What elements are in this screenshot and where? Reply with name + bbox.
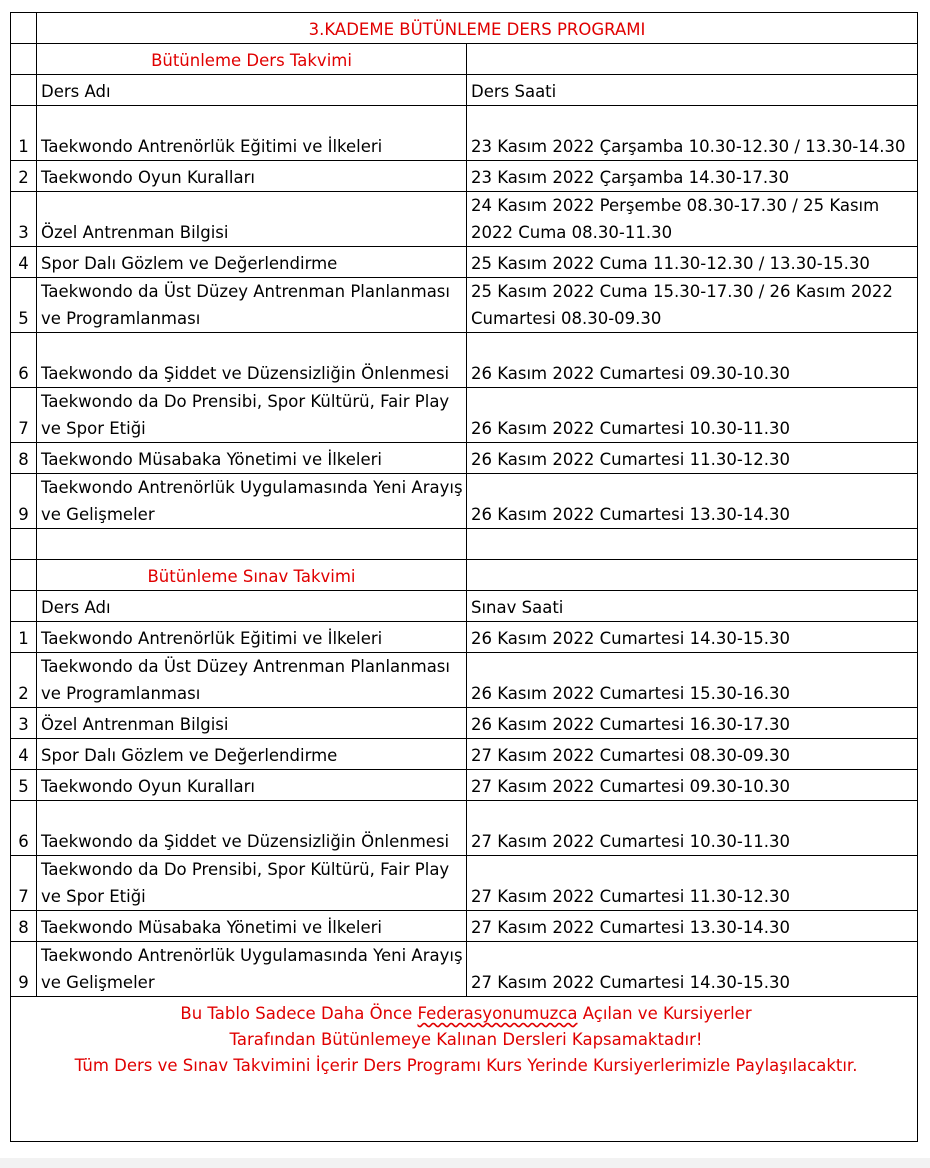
course-name: Taekwondo Antrenörlük Eğitimi ve İlkeleri <box>37 106 467 161</box>
ders-header-row <box>11 75 918 106</box>
course-time: 23 Kasım 2022 Çarşamba 14.30-17.30 <box>467 161 918 192</box>
sinav-header-row <box>11 591 918 622</box>
footer-note <box>11 997 918 1142</box>
course-name: Taekwondo Antrenörlük Eğitimi ve İlkeleri <box>37 622 467 653</box>
course-name: Taekwondo da Üst Düzey Antrenman Planlanması ve Programlanması <box>37 653 467 708</box>
col-header-name: Ders Adı <box>37 75 467 106</box>
sinav-section-heading: Bütünleme Sınav Takvimi <box>37 560 467 591</box>
footer-line-1-pre: Bu Tablo Sadece Daha Önce <box>180 1004 418 1023</box>
course-name: Taekwondo da Do Prensibi, Spor Kültürü, Fair Play ve Spor Etiği <box>37 856 467 911</box>
course-time: 26 Kasım 2022 Cumartesi 14.30-15.30 <box>467 622 918 653</box>
course-time: 27 Kasım 2022 Cumartesi 10.30-11.30 <box>467 801 918 856</box>
course-time: 27 Kasım 2022 Cumartesi 14.30-15.30 <box>467 942 918 997</box>
course-name: Taekwondo Oyun Kuralları <box>37 161 467 192</box>
course-name: Taekwondo Müsabaka Yönetimi ve İlkeleri <box>37 443 467 474</box>
table-row <box>11 653 918 708</box>
course-name: Taekwondo da Do Prensibi, Spor Kültürü, Fair Play ve Spor Etiği <box>37 388 467 443</box>
row-number: 4 <box>11 739 37 770</box>
table-row <box>11 708 918 739</box>
row-number: 3 <box>11 192 37 247</box>
course-name: Özel Antrenman Bilgisi <box>37 708 467 739</box>
row-number: 8 <box>11 443 37 474</box>
table-row <box>11 247 918 278</box>
course-time: 27 Kasım 2022 Cumartesi 13.30-14.30 <box>467 911 918 942</box>
ders-heading-row <box>11 44 918 75</box>
schedule-table <box>10 12 918 1142</box>
row-number: 5 <box>11 278 37 333</box>
table-row <box>11 106 918 161</box>
course-name: Özel Antrenman Bilgisi <box>37 192 467 247</box>
course-time: 27 Kasım 2022 Cumartesi 08.30-09.30 <box>467 739 918 770</box>
page-bottom-strip <box>0 1158 930 1168</box>
table-row <box>11 622 918 653</box>
table-row <box>11 443 918 474</box>
table-row <box>11 388 918 443</box>
course-time: 26 Kasım 2022 Cumartesi 16.30-17.30 <box>467 708 918 739</box>
footer-line-1 <box>15 1001 917 1027</box>
course-time: 26 Kasım 2022 Cumartesi 10.30-11.30 <box>467 388 918 443</box>
blank-cell <box>11 13 37 44</box>
row-number: 7 <box>11 856 37 911</box>
row-number: 4 <box>11 247 37 278</box>
footer-line-1-post: Açılan ve Kursiyerler <box>577 1004 752 1023</box>
row-number: 9 <box>11 474 37 529</box>
table-row <box>11 474 918 529</box>
course-time: 23 Kasım 2022 Çarşamba 10.30-12.30 / 13.30-14.30 <box>467 106 918 161</box>
course-name: Taekwondo Oyun Kuralları <box>37 770 467 801</box>
row-number: 6 <box>11 801 37 856</box>
course-time: 24 Kasım 2022 Perşembe 08.30-17.30 / 25 Kasım 2022 Cuma 08.30-11.30 <box>467 192 918 247</box>
course-time: 26 Kasım 2022 Cumartesi 15.30-16.30 <box>467 653 918 708</box>
row-number: 2 <box>11 653 37 708</box>
course-name: Spor Dalı Gözlem ve Değerlendirme <box>37 739 467 770</box>
blank-cell <box>467 529 918 560</box>
row-number: 5 <box>11 770 37 801</box>
spellcheck-flagged-word: Federasyonumuzca <box>417 1004 578 1023</box>
course-name: Taekwondo Antrenörlük Uygulamasında Yeni Arayış ve Gelişmeler <box>37 474 467 529</box>
course-time: 27 Kasım 2022 Cumartesi 11.30-12.30 <box>467 856 918 911</box>
row-number: 1 <box>11 622 37 653</box>
blank-cell <box>11 44 37 75</box>
footer-row <box>11 997 918 1142</box>
title-row <box>11 13 918 44</box>
row-number: 1 <box>11 106 37 161</box>
course-time: 26 Kasım 2022 Cumartesi 09.30-10.30 <box>467 333 918 388</box>
blank-cell <box>11 560 37 591</box>
table-row <box>11 333 918 388</box>
row-number: 2 <box>11 161 37 192</box>
row-number: 7 <box>11 388 37 443</box>
footer-line-2: Tarafından Bütünlemeye Kalınan Dersleri Kapsamaktadır! <box>229 1030 703 1049</box>
table-row <box>11 192 918 247</box>
footer-line-3: Tüm Ders ve Sınav Takvimini İçerir Ders Programı Kurs Yerinde Kursiyerlerimizle Paylaşılacaktır. <box>74 1056 858 1075</box>
course-time: 25 Kasım 2022 Cuma 15.30-17.30 / 26 Kasım 2022 Cumartesi 08.30-09.30 <box>467 278 918 333</box>
table-row <box>11 801 918 856</box>
blank-cell <box>11 591 37 622</box>
sinav-heading-row <box>11 560 918 591</box>
course-name: Spor Dalı Gözlem ve Değerlendirme <box>37 247 467 278</box>
course-time: 26 Kasım 2022 Cumartesi 13.30-14.30 <box>467 474 918 529</box>
blank-cell <box>467 44 918 75</box>
row-number: 9 <box>11 942 37 997</box>
col-header-time: Sınav Saati <box>467 591 918 622</box>
table-row <box>11 278 918 333</box>
table-row <box>11 942 918 997</box>
blank-cell <box>467 560 918 591</box>
course-time: 26 Kasım 2022 Cumartesi 11.30-12.30 <box>467 443 918 474</box>
course-time: 25 Kasım 2022 Cuma 11.30-12.30 / 13.30-15.30 <box>467 247 918 278</box>
course-name: Taekwondo da Şiddet ve Düzensizliğin Önlenmesi <box>37 333 467 388</box>
col-header-time: Ders Saati <box>467 75 918 106</box>
course-name: Taekwondo da Şiddet ve Düzensizliğin Önlenmesi <box>37 801 467 856</box>
program-sheet <box>10 12 917 1147</box>
table-row <box>11 911 918 942</box>
spacer-row <box>11 529 918 560</box>
table-row <box>11 770 918 801</box>
table-row <box>11 739 918 770</box>
ders-section-heading: Bütünleme Ders Takvimi <box>37 44 467 75</box>
course-name: Taekwondo Antrenörlük Uygulamasında Yeni Arayış ve Gelişmeler <box>37 942 467 997</box>
table-row <box>11 161 918 192</box>
blank-cell <box>11 529 37 560</box>
blank-cell <box>11 75 37 106</box>
row-number: 3 <box>11 708 37 739</box>
row-number: 8 <box>11 911 37 942</box>
blank-cell <box>37 529 467 560</box>
course-time: 27 Kasım 2022 Cumartesi 09.30-10.30 <box>467 770 918 801</box>
schedule-body <box>11 13 918 1142</box>
course-name: Taekwondo Müsabaka Yönetimi ve İlkeleri <box>37 911 467 942</box>
table-row <box>11 856 918 911</box>
row-number: 6 <box>11 333 37 388</box>
col-header-name: Ders Adı <box>37 591 467 622</box>
page-title: 3.KADEME BÜTÜNLEME DERS PROGRAMI <box>37 13 918 44</box>
course-name: Taekwondo da Üst Düzey Antrenman Planlanması ve Programlanması <box>37 278 467 333</box>
